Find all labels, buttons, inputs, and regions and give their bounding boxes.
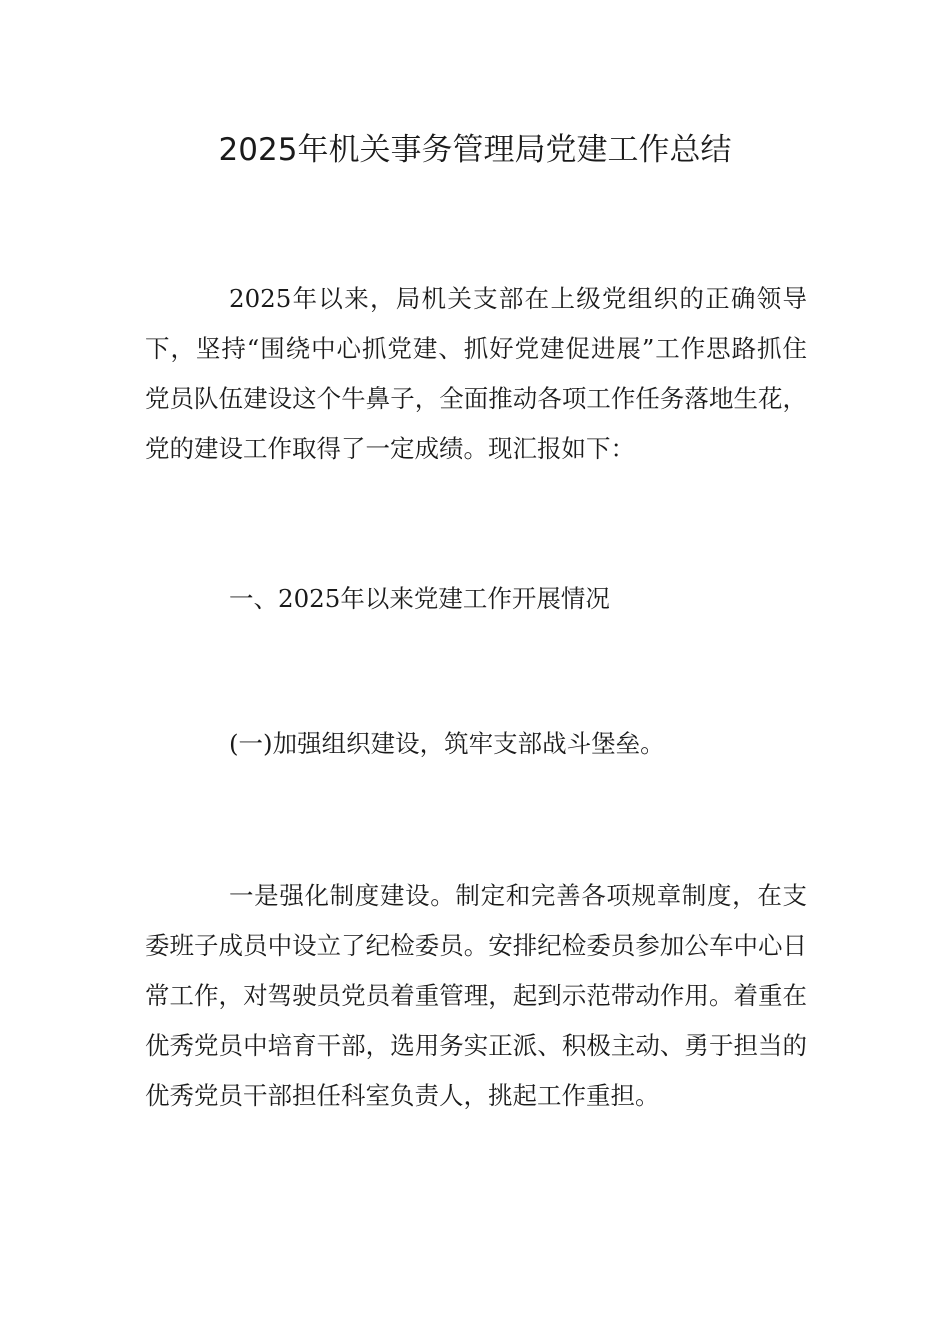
section-heading-1: 一、2025年以来党建工作开展情况 [229, 584, 610, 613]
document-title: 2025年机关事务管理局党建工作总结 [218, 132, 732, 168]
subsection-1-paragraph: 一是强化制度建设。制定和完善各项规章制度，在支委班子成员中设立了纪检委员。安排纪检委员参加公车中心日常工作，对驾驶员党员着重管理，起到示范带动作用。着重在优秀党员中培育干部，选用务实正派、积极主动、勇于担当的优秀党员干部担任科室负责人，挑起工作重担。 [145, 881, 807, 1110]
subsection-heading-1: (一)加强组织建设，筑牢支部战斗堡垒。 [229, 729, 665, 758]
intro-paragraph: 2025年以来，局机关支部在上级党组织的正确领导下，坚持“围绕中心抓党建、抓好党建促进展”工作思路抓住党员队伍建设这个牛鼻子，全面推动各项工作任务落地生花，党的建设工作取得了一定成绩。现汇报如下： [145, 284, 807, 463]
